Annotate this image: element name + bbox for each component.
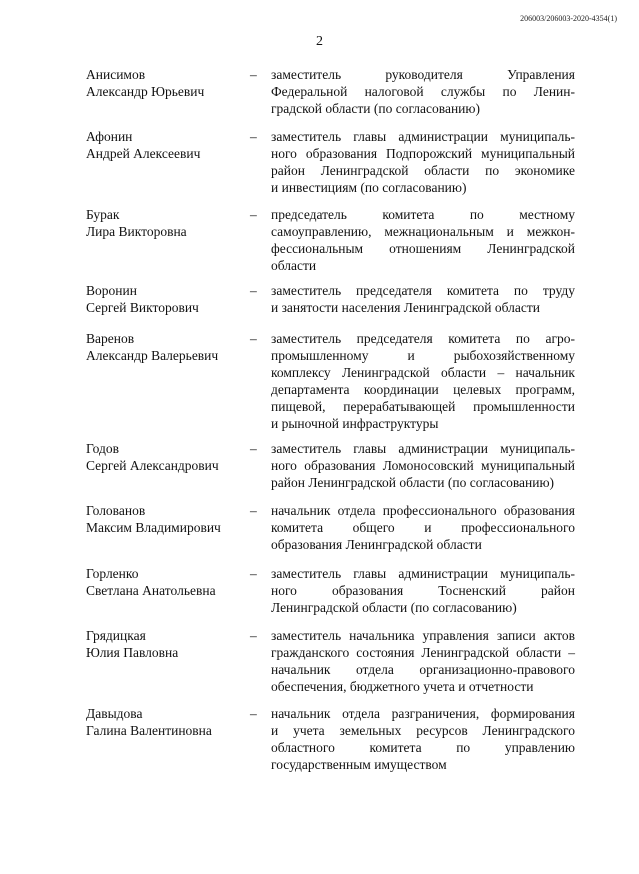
member-surname: Афонин [86,129,133,144]
member-position [271,206,575,274]
position-line: области [271,258,317,273]
member-given-name: Максим Владимирович [86,520,221,535]
member-name [86,440,246,474]
position-line: район Ленинградской области по экономике [271,163,575,178]
member-name [86,330,246,364]
member-position [271,330,575,432]
entry-dash: – [250,67,257,82]
member-surname: Давыдова [86,706,143,721]
member-surname: Варенов [86,331,135,346]
entry-dash: – [250,566,257,581]
position-line: Ленинградской области (по согласованию) [271,600,517,615]
position-line: заместитель председателя комитета по труду [271,283,575,298]
position-line: ного образования Тосненский район [271,583,575,598]
position-line: заместитель главы администрации муниципаль- [271,441,575,456]
member-name [86,705,246,739]
member-given-name: Галина Валентиновна [86,723,212,738]
position-line: заместитель главы администрации муниципаль- [271,129,575,144]
member-name [86,565,246,599]
member-given-name: Сергей Викторович [86,300,199,315]
member-surname: Горленко [86,566,139,581]
position-line: председатель комитета по местному [271,207,575,222]
position-line: образования Ленинградской области [271,537,482,552]
position-line: государственным имуществом [271,757,447,772]
position-line: департамента координации целевых программ, [271,382,575,397]
entry-dash: – [250,129,257,144]
position-line: заместитель руководителя Управления [271,67,575,82]
position-line: областного комитета по управлению [271,740,575,755]
member-given-name: Александр Валерьевич [86,348,219,363]
member-surname: Бурак [86,207,120,222]
position-line: и рыночной инфраструктуры [271,416,439,431]
entry-dash: – [250,331,257,346]
member-position [271,440,575,491]
member-surname: Голованов [86,503,146,518]
member-name [86,282,246,316]
member-given-name: Александр Юрьевич [86,84,205,99]
entry-dash: – [250,283,257,298]
member-position [271,282,575,316]
position-line: гражданского состояния Ленинградской области – [271,645,575,660]
position-line: и учета земельных ресурсов Ленинградского [271,723,575,738]
position-line: Федеральной налоговой службы по Ленин- [271,84,575,99]
member-given-name: Юлия Павловна [86,645,179,660]
member-position [271,66,575,117]
position-line: пищевой, перерабатывающей промышленности [271,399,575,414]
document-id: 206003/206003-2020-4354(1) [520,14,617,23]
member-given-name: Лира Викторовна [86,224,187,239]
position-line: заместитель главы администрации муниципаль- [271,566,575,581]
entry-dash: – [250,503,257,518]
position-line: начальник отдела профессионального образования [271,503,575,518]
position-line: заместитель председателя комитета по агро- [271,331,575,346]
member-position [271,565,575,616]
member-name [86,206,246,240]
position-line: ного образования Ломоносовский муниципальный [271,458,575,473]
member-name [86,627,246,661]
member-name [86,66,246,100]
member-name [86,128,246,162]
position-line: начальник отдела организационно-правового [271,662,575,677]
member-position [271,128,575,196]
member-given-name: Андрей Алексеевич [86,146,201,161]
entry-dash: – [250,706,257,721]
entry-dash: – [250,207,257,222]
position-line: и инвестициям (по согласованию) [271,180,467,195]
page-number: 2 [316,34,323,49]
position-line: фессиональным отношениям Ленинградской [271,241,575,256]
position-line: градской области (по согласованию) [271,101,480,116]
member-name [86,502,246,536]
member-given-name: Светлана Анатольевна [86,583,216,598]
entry-dash: – [250,628,257,643]
position-line: комплексу Ленинградской области – начальник [271,365,575,380]
position-line: промышленному и рыбохозяйственному [271,348,575,363]
member-surname: Анисимов [86,67,146,82]
member-given-name: Сергей Александрович [86,458,219,473]
member-surname: Воронин [86,283,137,298]
position-line: и занятости населения Ленинградской области [271,300,541,315]
member-position [271,627,575,695]
position-line: заместитель начальника управления записи актов [271,628,575,643]
member-surname: Годов [86,441,119,456]
member-position [271,502,575,553]
member-surname: Грядицкая [86,628,146,643]
position-line: район Ленинградской области (по согласованию) [271,475,555,490]
position-line: самоуправлению, межнациональным и межкон- [271,224,575,239]
position-line: обеспечения, бюджетного учета и отчетности [271,679,534,694]
position-line: начальник отдела разграничения, формирования [271,706,575,721]
entry-dash: – [250,441,257,456]
position-line: ного образования Подпорожский муниципальный [271,146,575,161]
position-line: комитета общего и профессионального [271,520,575,535]
member-position [271,705,575,773]
